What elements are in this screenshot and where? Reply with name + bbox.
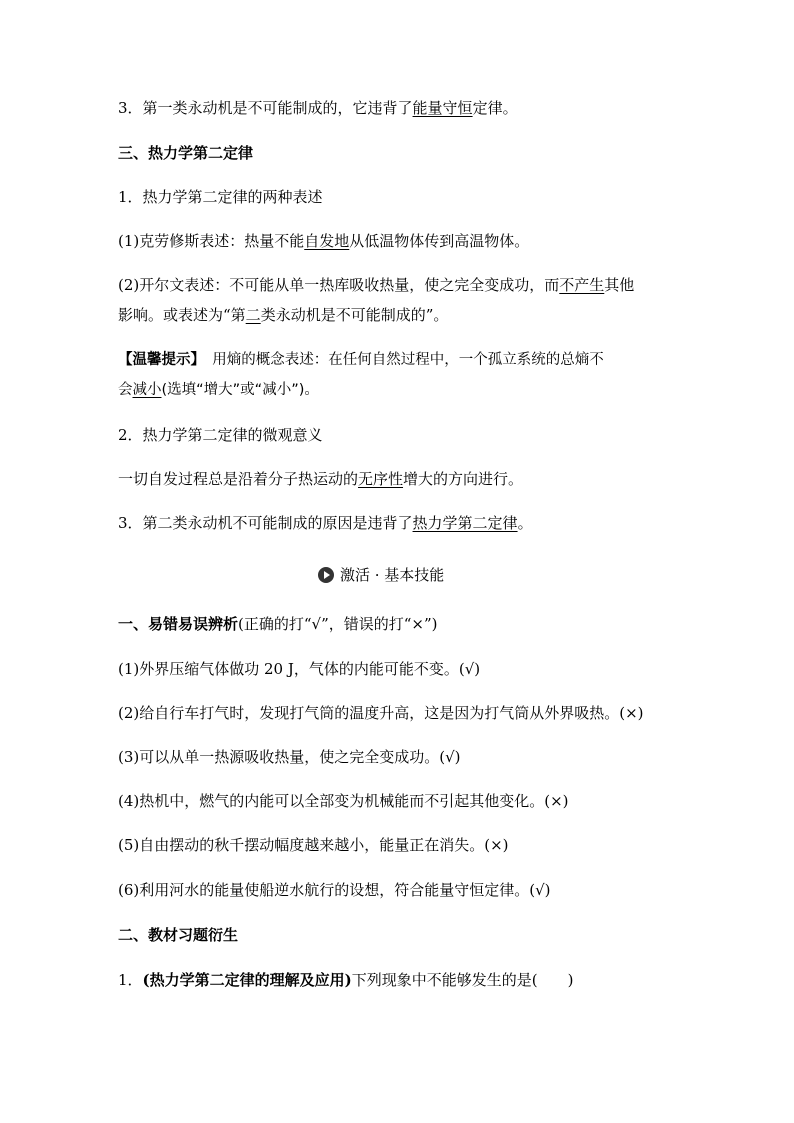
fill-answer: 不产生 <box>559 276 605 294</box>
list-item: (2)给自行车打气时，发现打气筒的温度升高，这是因为打气筒从外界吸热。(×) <box>118 704 644 722</box>
list-item: (1)外界压缩气体做功 20 J，气体的内能可能不变。(√) <box>118 660 481 678</box>
tip-box <box>118 350 604 370</box>
fill-answer: 自发地 <box>304 232 350 250</box>
text: 。 <box>517 514 533 532</box>
tip-box-cont <box>118 380 319 400</box>
list-item: (3)可以从单一热源吸收热量，使之完全变成功。(√) <box>118 748 461 766</box>
paragraph-two-statements: 1．热力学第二定律的两种表述 <box>118 188 323 206</box>
play-icon <box>318 567 334 583</box>
list-item: (6)利用河水的能量使船逆水航行的设想，符合能量守恒定律。(√) <box>118 881 551 899</box>
fill-answer: 二 <box>245 306 261 324</box>
paragraph-kelvin <box>118 275 634 295</box>
fill-answer: 无序性 <box>358 470 404 488</box>
list-item: (4)热机中，燃气的内能可以全部变为机械能而不引起其他变化。(×) <box>118 792 569 810</box>
fill-answer: 热力学第二定律 <box>412 514 518 532</box>
tip-label: 【温馨提示】 <box>118 352 198 368</box>
paragraph-micro-meaning: 2．热力学第二定律的微观意义 <box>118 426 323 444</box>
text: 其他 <box>604 276 635 294</box>
question-heading <box>118 614 438 634</box>
text: (1)克劳修斯表述：热量不能 <box>118 232 305 250</box>
text: 影响。或表述为“第 <box>118 306 246 324</box>
text: 增大的方向进行。 <box>403 470 524 488</box>
list-item: (5)自由摆动的秋千摆动幅度越来越小，能量正在消失。(×) <box>118 836 509 854</box>
heading-second-law: 三、热力学第二定律 <box>118 144 254 162</box>
text: (2)开尔文表述：不可能从单一热库吸收热量，使之完全变成功，而 <box>118 276 560 294</box>
paragraph-second-kind <box>118 513 533 533</box>
paragraph-kelvin-cont <box>118 305 448 325</box>
text: (选填“增大”或“减小”)。 <box>161 382 319 398</box>
heading-text: 一、易错易误辨析 <box>118 615 239 633</box>
topic-label: (热力学第二定律的理解及应用) <box>142 971 352 989</box>
text: 会 <box>118 382 133 398</box>
text: 从低温物体传到高温物体。 <box>349 232 530 250</box>
fill-answer: 减小 <box>132 382 162 398</box>
fill-answer: 能量守恒 <box>412 99 473 117</box>
text: 1． <box>118 971 143 989</box>
text: 定律。 <box>472 99 518 117</box>
text: 3．第二类永动机不可能制成的原因是违背了 <box>118 514 413 532</box>
text: 一切自发过程总是沿着分子热运动的 <box>118 470 359 488</box>
text: 3．第一类永动机是不可能制成的，它违背了 <box>118 99 413 117</box>
question-1 <box>118 970 573 990</box>
paragraph-first-law-3 <box>118 98 518 118</box>
text: (正确的打“√”，错误的打“×”) <box>238 615 438 633</box>
section-label: 激活 · 基本技能 <box>340 566 445 584</box>
section-title <box>318 565 444 585</box>
text: 类永动机是不可能制成的”。 <box>260 306 449 324</box>
text: 用熵的概念表述：在任何自然过程中，一个孤立系统的总熵不 <box>197 352 604 368</box>
paragraph-disorder <box>118 469 523 489</box>
heading-textbook: 二、教材习题衍生 <box>118 926 239 944</box>
paragraph-clausius <box>118 231 529 251</box>
text: 下列现象中不能够发生的是( ) <box>351 971 574 989</box>
